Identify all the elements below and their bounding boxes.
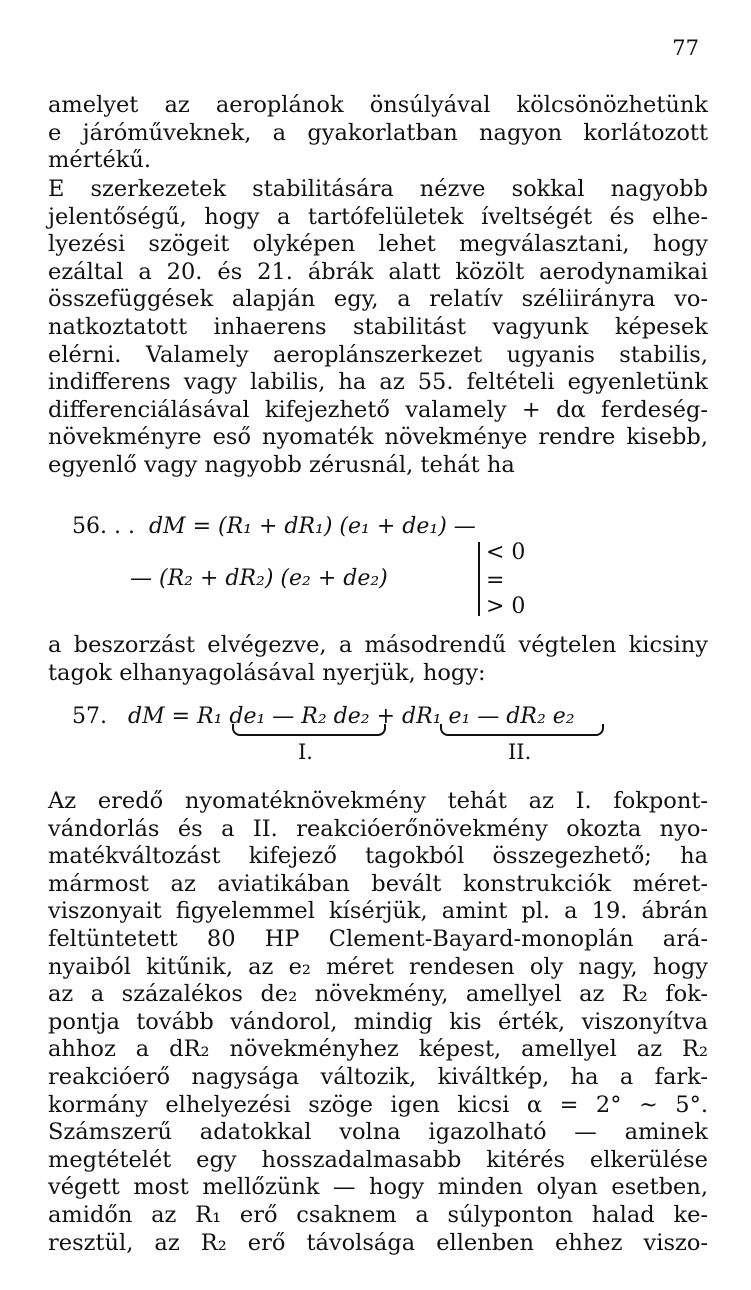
relation-equal: = [486, 568, 505, 593]
page-number: 77 [672, 36, 699, 60]
text-line: lyezési szögeit olyképen lehet megválasztani, hogy [48, 231, 708, 258]
text-line: végett most mellőzünk — hogy minden olyan esetben, [48, 1174, 708, 1201]
underbrace-label-2: II. [508, 740, 532, 764]
text-line: feltüntetett 80 HP Clement-Bayard-monoplán ará- [48, 925, 708, 952]
text-line: amidőn az R₁ erő csaknem a súlyponton halad ke- [48, 1201, 708, 1228]
text-line: kormány elhelyezési szöge igen kicsi α = 2° ~ 5°. [48, 1091, 708, 1118]
text-line: egyenlő vagy nagyobb zérusnál, tehát ha [48, 451, 515, 478]
relation-less: < 0 [486, 540, 526, 565]
text-line: az a százalékos de₂ növekmény, amellyel az R₂ fok- [48, 981, 708, 1008]
text-line: elérni. Valamely aeroplánszerkezet ugyanis stabilis, [48, 341, 708, 368]
relation-bracket [478, 542, 480, 616]
text-line: matékváltozást kifejező tagokból összegezhető; ha [48, 843, 708, 870]
text-line: resztül, az R₂ erő távolsága ellenben ehhez viszo- [48, 1229, 708, 1256]
equation-expression: dM = R₁ de₁ — R₂ de₂ + dR₁ e₁ — dR₂ e₂ [127, 704, 575, 729]
equation-number: 57. [72, 704, 107, 729]
text-line: amelyet az aeroplánok önsúlyával kölcsönözhetünk [48, 92, 708, 118]
text-line: jelentőségű, hogy a tartófelületek íveltségét és elhe- [48, 203, 708, 230]
underbrace-2 [440, 724, 604, 736]
text-line: a beszorzást elvégezve, a másodrendű végtelen kicsiny [48, 632, 708, 658]
equation-expression: dM = (R₁ + dR₁) (e₁ + de₁) — [148, 514, 476, 539]
relation-greater: > 0 [486, 594, 526, 619]
underbrace-label-1: I. [298, 740, 313, 764]
paragraph-2 [48, 176, 708, 480]
text-line: összefüggések alapján egy, a relatív széliirányra vo- [48, 286, 708, 313]
equation-number: 56. . . [72, 514, 135, 539]
text-line: növekményre eső nyomaték növekménye rendre kisebb, [48, 424, 708, 451]
text-line: pontja tovább vándorol, mindig kis érték, viszonyítva [48, 1008, 708, 1035]
text-line: tagok elhanyagolásával nyerjük, hogy: [48, 659, 486, 686]
text-line: ezáltal a 20. és 21. ábrák alatt közölt aerodynamikai [48, 258, 708, 285]
text-line: Számszerű adatokkal volna igazolható — aminek [48, 1119, 708, 1146]
text-line: megtételét egy hosszadalmasabb kitérés elkerülése [48, 1146, 708, 1173]
text-line: reakcióerő nagysága változik, kiváltkép, ha a fark- [48, 1063, 708, 1090]
text-line: differenciálásával kifejezhető valamely + dα ferdeség- [48, 396, 708, 423]
underbrace-1 [232, 724, 386, 736]
text-line: e járóműveknek, a gyakorlatban nagyon korlátozott [48, 119, 708, 146]
text-line: vándorlás és a II. reakcióerőnövekmény okozta nyo- [48, 815, 708, 842]
text-line: ahhoz a dR₂ növekményhez képest, amellyel az R₂ [48, 1036, 708, 1063]
equation-56-line-2: — (R₂ + dR₂) (e₂ + de₂) [130, 566, 388, 591]
paragraph-1 [48, 92, 708, 175]
text-line: mármost az aviatikában bevált konstrukciók méret- [48, 870, 708, 897]
paragraph-3 [48, 632, 708, 687]
text-line: mértékű. [48, 147, 152, 174]
text-line: natkoztatott inhaerens stabilitást vagyunk képesek [48, 313, 708, 340]
text-line: viszonyait figyelemmel kísérjük, amint pl. a 19. ábrán [48, 898, 708, 925]
equation-56-line-1 [72, 514, 476, 539]
paragraph-4 [48, 788, 708, 1257]
text-line: Az eredő nyomatéknövekmény tehát az I. fokpont- [48, 788, 708, 814]
text-line: E szerkezetek stabilitására nézve sokkal nagyobb [48, 176, 708, 202]
text-line: indifferens vagy labilis, ha az 55. feltételi egyenletünk [48, 369, 708, 396]
text-line: nyaiból kitűnik, az e₂ méret rendesen oly nagy, hogy [48, 953, 708, 980]
